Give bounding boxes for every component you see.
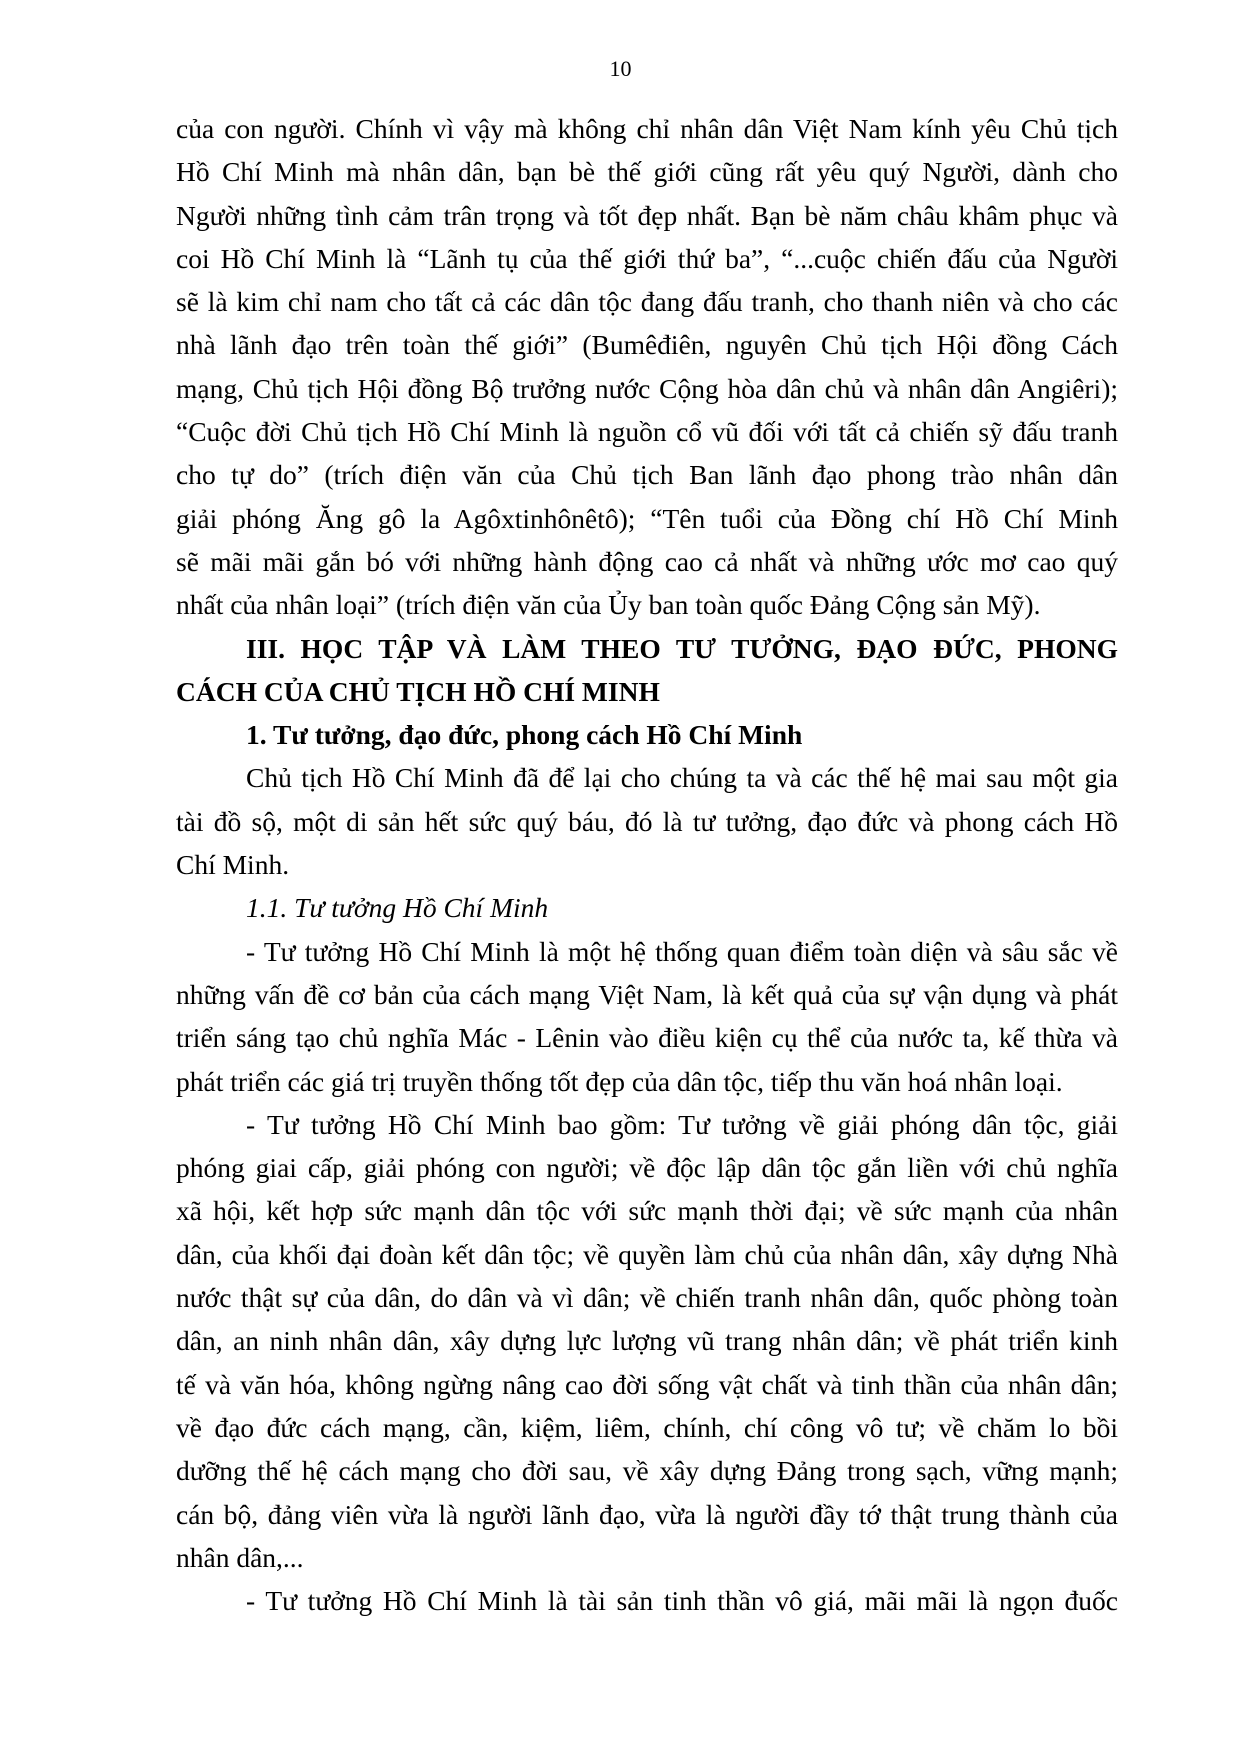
text-line: về đạo đức cách mạng, cần, kiệm, liêm, chính, chí công vô tư; về chăm lo bồi	[176, 1411, 1118, 1443]
text-line: phóng giai cấp, giải phóng con người; về độc lập dân tộc gắn liền với chủ nghĩa	[176, 1152, 1118, 1184]
text-line: phát triển các giá trị truyền thống tốt đẹp của dân tộc, tiếp thu văn hoá nhân loại.	[176, 1065, 1063, 1097]
text-line: sẽ là kim chỉ nam cho tất cả các dân tộc đang đấu tranh, cho thanh niên và cho các	[176, 286, 1118, 318]
body-text	[176, 107, 1118, 1622]
subsection-heading: 1. Tư tưởng, đạo đức, phong cách Hồ Chí Minh	[246, 719, 803, 751]
text-line: cán bộ, đảng viên vừa là người lãnh đạo, vừa là người đầy tớ thật trung thành của	[176, 1498, 1118, 1530]
text-line: dân, của khối đại đoàn kết dân tộc; về quyền làm chủ của nhân dân, xây dựng Nhà	[176, 1238, 1118, 1270]
text-line: Người những tình cảm trân trọng và tốt đẹp nhất. Bạn bè năm châu khâm phục và	[176, 199, 1118, 231]
page-number: 10	[609, 56, 632, 81]
section-heading: CÁCH CỦA CHỦ TỊCH HỒ CHÍ MINH	[176, 675, 660, 707]
text-line: tế và văn hóa, không ngừng nâng cao đời sống vật chất và tinh thần của nhân dân;	[176, 1368, 1118, 1400]
text-line: cho tự do” (trích điện văn của Chủ tịch Ban lãnh đạo phong trào nhân dân	[176, 459, 1118, 491]
text-line: nhất của nhân loại” (trích điện văn của Ủy ban toàn quốc Đảng Cộng sản Mỹ).	[176, 589, 1041, 621]
text-line: Hồ Chí Minh mà nhân dân, bạn bè thế giới cũng rất yêu quý Người, dành cho	[176, 156, 1118, 188]
text-line: nước thật sự của dân, do dân và vì dân; về chiến tranh nhân dân, quốc phòng toàn	[176, 1282, 1118, 1314]
text-line: những vấn đề cơ bản của cách mạng Việt Nam, là kết quả của sự vận dụng và phát	[176, 978, 1118, 1010]
text-line: mạng, Chủ tịch Hội đồng Bộ trưởng nước Cộng hòa dân chủ và nhân dân Angiêri);	[176, 372, 1118, 404]
text-line: nhà lãnh đạo trên toàn thế giới” (Bumêđiên, nguyên Chủ tịch Hội đồng Cách	[176, 329, 1118, 361]
text-line: - Tư tưởng Hồ Chí Minh là tài sản tinh thần vô giá, mãi mãi là ngọn đuốc	[246, 1585, 1118, 1617]
text-line: sẽ mãi mãi gắn bó với những hành động cao cả nhất và những ước mơ cao quý	[176, 545, 1118, 577]
text-line: “Cuộc đời Chủ tịch Hồ Chí Minh là nguồn cổ vũ đối với tất cả chiến sỹ đấu tranh	[176, 416, 1118, 448]
text-line: giải phóng Ăng gô la Agôxtinhônêtô); “Tên tuổi của Đồng chí Hồ Chí Minh	[176, 502, 1118, 534]
text-line: - Tư tưởng Hồ Chí Minh là một hệ thống quan điểm toàn diện và sâu sắc về	[246, 935, 1118, 967]
sub-subsection-heading: 1.1. Tư tưởng Hồ Chí Minh	[246, 892, 549, 924]
text-line: của con người. Chính vì vậy mà không chỉ nhân dân Việt Nam kính yêu Chủ tịch	[176, 113, 1118, 144]
text-line: coi Hồ Chí Minh là “Lãnh tụ của thế giới thứ ba”, “...cuộc chiến đấu của Người	[176, 242, 1118, 274]
text-line: triển sáng tạo chủ nghĩa Mác - Lênin vào điều kiện cụ thể của nước ta, kế thừa và	[176, 1022, 1118, 1054]
text-line: - Tư tưởng Hồ Chí Minh bao gồm: Tư tưởng về giải phóng dân tộc, giải	[246, 1108, 1118, 1140]
text-line: Chí Minh.	[176, 849, 290, 881]
section-heading: III. HỌC TẬP VÀ LÀM THEO TƯ TƯỞNG, ĐẠO ĐỨC, PHONG	[246, 632, 1118, 664]
text-line: dân, an ninh nhân dân, xây dựng lực lượng vũ trang nhân dân; về phát triển kinh	[176, 1325, 1118, 1357]
text-line: dưỡng thế hệ cách mạng cho đời sau, về xây dựng Đảng trong sạch, vững mạnh;	[176, 1455, 1118, 1487]
text-line: Chủ tịch Hồ Chí Minh đã để lại cho chúng ta và các thế hệ mai sau một gia	[246, 762, 1118, 794]
text-line: nhân dân,...	[176, 1541, 304, 1573]
text-line: xã hội, kết hợp sức mạnh dân tộc với sức mạnh thời đại; về sức mạnh của nhân	[176, 1195, 1118, 1227]
text-line: tài đồ sộ, một di sản hết sức quý báu, đó là tư tưởng, đạo đức và phong cách Hồ	[176, 805, 1118, 837]
